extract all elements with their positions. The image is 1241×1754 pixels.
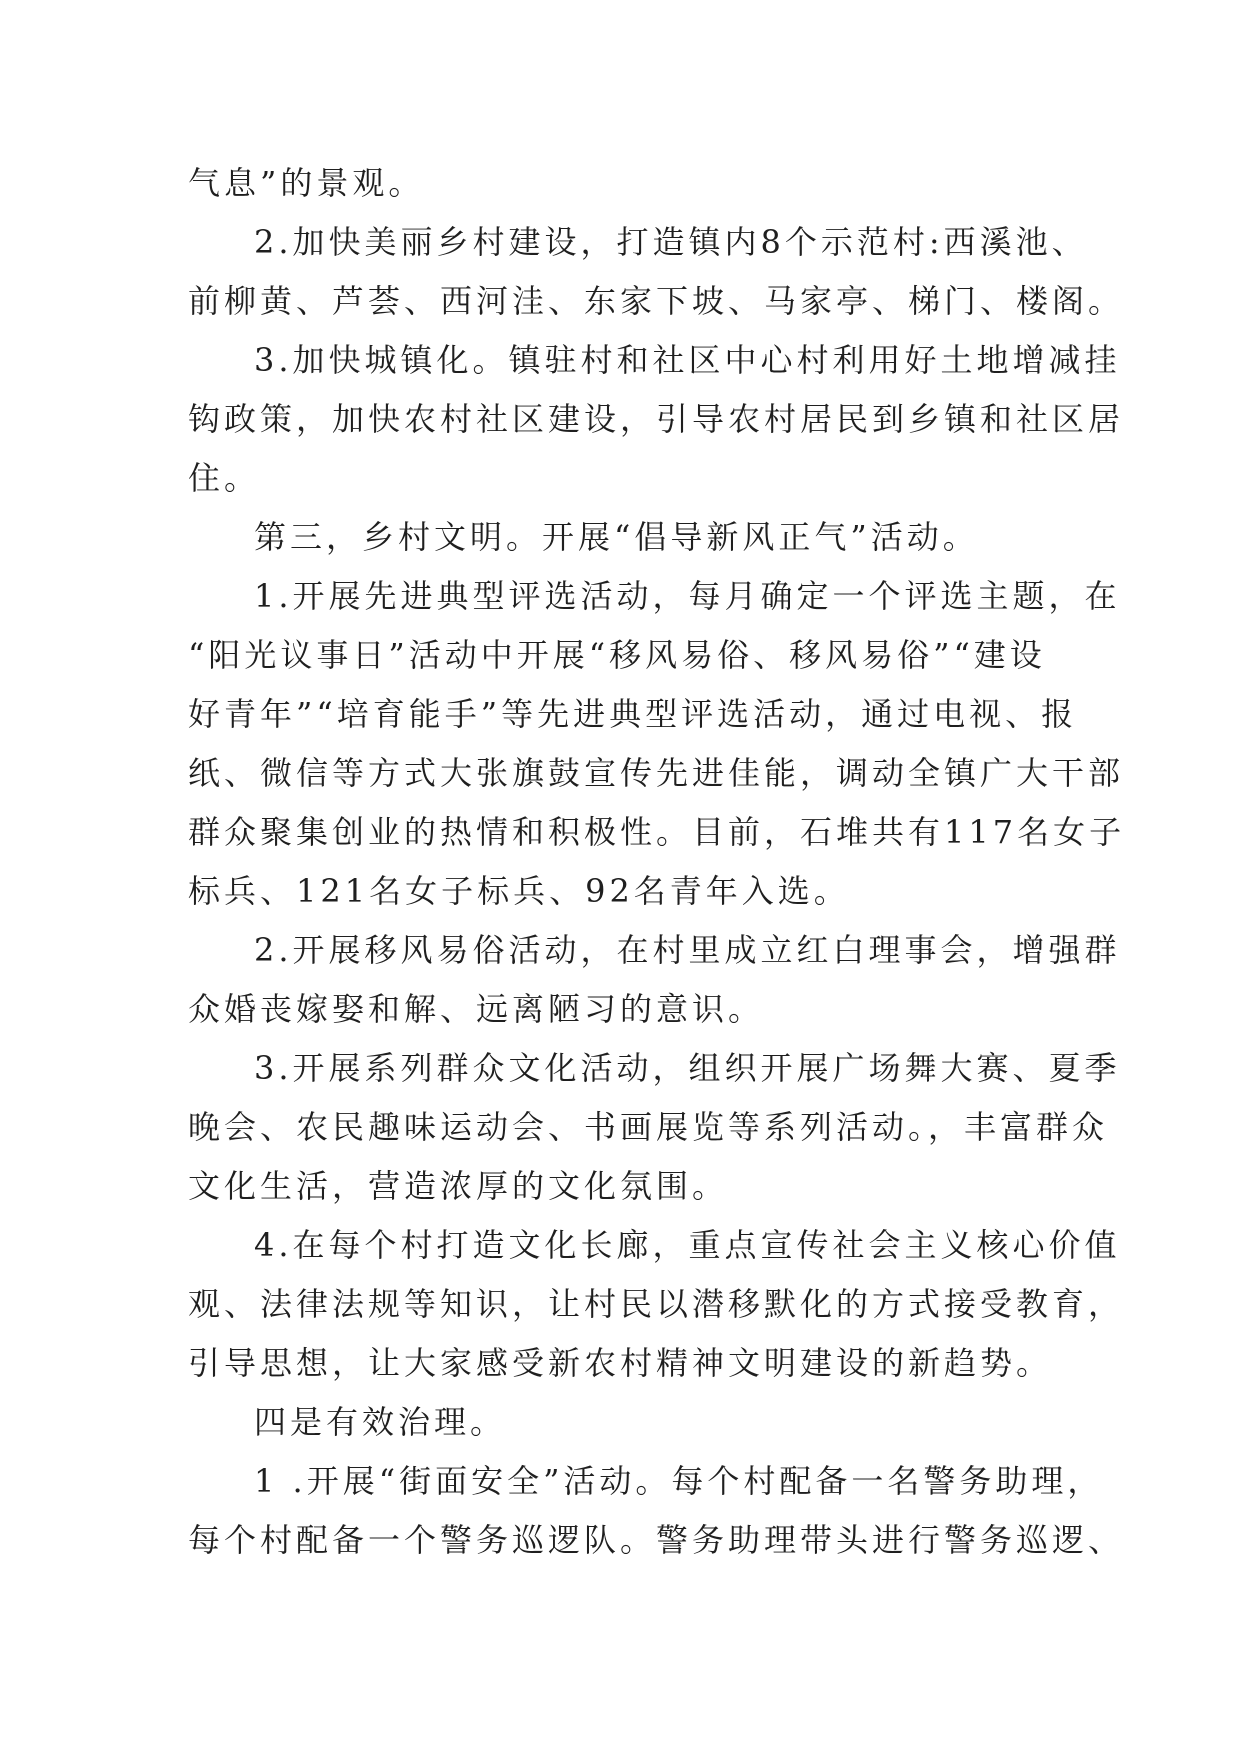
document-body	[188, 154, 1126, 1570]
text-line: 观、法律法规等知识，让村民以潜移默化的方式接受教育，	[188, 1285, 1125, 1323]
list-item-urbanization: 3.加快城镇化。镇驻村和社区中心村利用好土地增减挂	[254, 341, 1121, 379]
text-line: 气息”的景观。	[188, 164, 425, 202]
text-line: 钩政策，加快农村社区建设，引导农村居民到乡镇和社区居	[188, 400, 1125, 438]
text-line: 群众聚集创业的热情和积极性。目前，石堆共有117名女子	[188, 813, 1126, 851]
text-line: 众婚丧嫁娶和解、远离陋习的意识。	[188, 990, 765, 1028]
text-line: “阳光议事日”活动中开展“移风易俗、移风易俗”“建设	[188, 636, 1046, 674]
text-line: 标兵、121名女子标兵、92名青年入选。	[188, 872, 850, 910]
text-line: 引导思想，让大家感受新农村精神文明建设的新趋势。	[188, 1344, 1053, 1382]
list-item-beautiful-villages: 2.加快美丽乡村建设，打造镇内8个示范村:西溪池、	[254, 223, 1088, 261]
list-item-customs-reform: 2.开展移风易俗活动，在村里成立红白理事会，增强群	[254, 931, 1121, 969]
text-line: 晚会、农民趣味运动会、书画展览等系列活动。，丰富群众	[188, 1108, 1109, 1146]
list-item-model-selection: 1.开展先进典型评选活动，每月确定一个评选主题，在	[254, 577, 1121, 615]
list-item-cultural-activities: 3.开展系列群众文化活动，组织开展广场舞大赛、夏季	[254, 1049, 1121, 1087]
list-item-street-safety: 1 .开展“街面安全”活动。每个村配备一名警务助理，	[254, 1462, 1104, 1500]
text-line: 前柳黄、芦荟、西河洼、东家下坡、马家亭、梯门、楼阁。	[188, 282, 1125, 320]
text-line: 住。	[188, 459, 261, 497]
text-line: 文化生活，营造浓厚的文化氛围。	[188, 1167, 729, 1205]
text-line: 每个村配备一个警务巡逻队。警务助理带头进行警务巡逻、	[188, 1521, 1125, 1559]
list-item-culture-corridor: 4.在每个村打造文化长廊，重点宣传社会主义核心价值	[254, 1226, 1121, 1264]
text-line: 好青年”“培育能手”等先进典型评选活动，通过电视、报	[188, 695, 1078, 733]
text-line: 纸、微信等方式大张旗鼓宣传先进佳能，调动全镇广大干部	[188, 754, 1125, 792]
section-heading-rural-civilization: 第三，乡村文明。开展“倡导新风正气”活动。	[254, 518, 979, 556]
section-heading-effective-governance: 四是有效治理。	[254, 1403, 507, 1441]
